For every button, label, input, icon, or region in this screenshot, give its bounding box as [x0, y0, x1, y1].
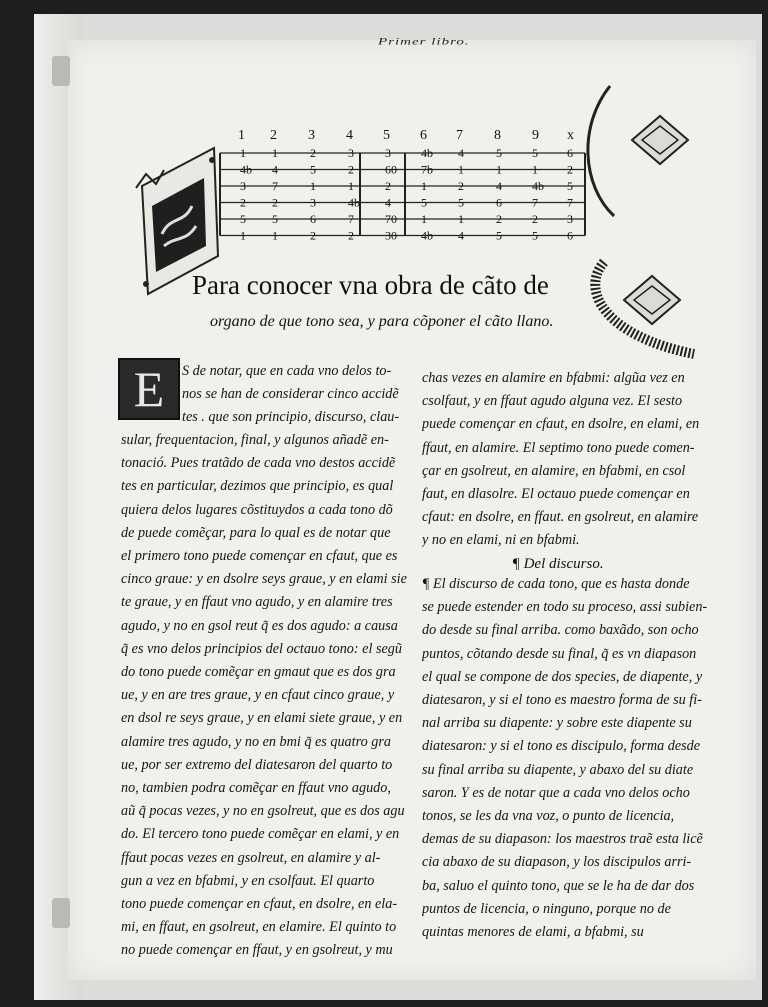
tab-cell: 5	[532, 146, 538, 160]
tab-cell: 2	[458, 179, 464, 193]
text-line: diatesaron, y si el tono es maestro forma de su fi-	[422, 692, 702, 709]
text-line: ¶ El discurso de cada tono, que es hasta donde	[422, 576, 690, 592]
column-number: 2	[270, 128, 277, 143]
section-subtitle: organo de que tono sea, y para cõponer el cãto llano.	[210, 313, 554, 330]
tab-cell: 4b	[421, 228, 433, 243]
tab-cell: 5	[421, 195, 427, 210]
tab-cell: 3	[385, 146, 391, 160]
tab-cell: 4	[458, 146, 464, 160]
tab-cell: 6	[567, 228, 573, 243]
text-line: saron. Y es de notar que a cada vno delos ocho	[422, 784, 690, 801]
text-line: tonació. Pues tratãdo de cada vno destos accidẽ	[121, 455, 396, 472]
tab-cell: 4b	[421, 146, 433, 160]
tab-cell: 7	[348, 212, 354, 226]
text-line: puntos de licencia, o ninguno, porque no de	[422, 900, 671, 917]
tab-cell: 5	[496, 146, 502, 160]
text-line: csolfaut, y en ffaut agudo alguna vez. El sesto	[422, 393, 683, 410]
tab-cell: 2	[310, 146, 316, 160]
text-line: nos se han de considerar cinco accidẽ	[182, 386, 399, 403]
column-number: x	[567, 128, 574, 143]
section-title: Para conocer vna obra de cãto de	[192, 270, 549, 300]
tab-cell: 5	[496, 228, 502, 243]
text-line: do tono puede comẽçar en gmaut que es dos gra	[121, 664, 396, 681]
text-line: diatesaron: y si el tono es discipulo, forma desde	[422, 738, 701, 755]
tab-cell: 4b	[240, 162, 252, 177]
tab-cell: 4	[385, 195, 391, 210]
tab-cell: 5	[272, 212, 278, 226]
tab-cell: 1	[348, 179, 354, 193]
tab-cell: 2	[532, 212, 538, 226]
tab-cell: 2	[385, 179, 391, 193]
decorated-initial: E	[118, 358, 180, 420]
tab-cell: 3	[348, 146, 354, 160]
tab-cell: 7	[567, 195, 573, 210]
text-line: su final arriba su diapente, y abaxo del su diate	[422, 761, 694, 778]
tab-cell: 2	[272, 195, 278, 210]
binder-clip-top	[52, 56, 70, 86]
tab-cell: 70	[385, 212, 397, 226]
tab-cell: 5	[310, 162, 316, 177]
running-title: Primer libro.	[378, 37, 470, 47]
tab-cell: 6	[310, 212, 316, 226]
text-line: y no en elami, ni en bfabmi.	[422, 532, 580, 549]
column-number: 6	[420, 128, 427, 143]
text-line: çar en gsolreut, en alamire, en bfabmi, en csol	[422, 462, 686, 479]
text-line: tonos, se les da vna voz, o punto de licencia,	[422, 808, 675, 825]
text-line: sular, frequentacion, final, y algunos añadẽ en-	[121, 432, 389, 448]
column-number: 1	[238, 128, 245, 143]
text-line: demas de su diapason: los maestros traẽ esta licẽ	[422, 831, 703, 848]
text-line: tes en particular, dezimos que principio, es qual	[121, 478, 394, 495]
tab-cell: 4	[272, 162, 278, 177]
column-number: 9	[532, 128, 539, 143]
text-line: puntos, cõtando desde su final, q̃ es vn diapason	[422, 645, 697, 662]
text-line: mi, en ffaut, en gsolreut, en elamire. El quinto to	[121, 919, 397, 936]
tab-cell: 6	[567, 146, 573, 160]
tab-cell: 2	[240, 195, 246, 210]
text-line: quintas menores de elami, a bfabmi, su	[422, 924, 644, 941]
text-line: alamire tres agudo, y no en bmi q̃ es quatro gra	[121, 733, 391, 750]
tab-cell: 2	[348, 228, 354, 243]
text-line: te graue, y en ffaut vno agudo, y en alamire tres	[121, 594, 393, 611]
tab-cell: 1	[458, 162, 464, 177]
column-number: 8	[494, 128, 501, 143]
text-line: no, tambien podra comẽçar en ffaut vno agudo,	[121, 780, 391, 797]
tab-cell: 6	[496, 195, 502, 210]
text-line: cia abaxo de su diapason, y los discipulos arri-	[422, 854, 692, 871]
text-line: cfaut: en dsolre, en ffaut. en gsolreut, en alamire	[422, 509, 699, 526]
tab-cell: 4	[496, 179, 502, 193]
text-line: el primero tono puede començar en cfaut, que es	[121, 548, 398, 565]
left-column-text	[121, 429, 411, 963]
tab-cell: 2	[310, 228, 316, 243]
tab-cell: 5	[532, 228, 538, 243]
text-line: cinco graue: y en dsolre seys graue, y en elami sie	[121, 571, 407, 588]
tab-cell: 1	[272, 146, 278, 160]
text-line: ue, y en are tres graue, y en cfaut cinco graue, y	[121, 687, 395, 704]
text-line: gun a vez en bfabmi, y en csolfaut. El quarto	[121, 872, 375, 889]
tab-cell: 5	[240, 212, 246, 226]
tab-cell: 1	[532, 162, 538, 177]
text-line: nal arriba su diapente: y sobre este diapente su	[422, 715, 692, 732]
text-line: se puede estender en todo su proceso, assi subien-	[422, 599, 708, 616]
text-line: no puede començar en ffaut, y en gsolreut, y mu	[121, 942, 393, 959]
text-line: de puede comẽçar, para lo qual es de notar que	[121, 524, 391, 541]
text-line: ffaut, en alamire. El septimo tono puede comen-	[422, 439, 695, 456]
tab-cell: 1	[496, 162, 502, 177]
text-line: el qual se compone de dos species, de diapente, y	[422, 668, 703, 685]
text-line: ffaut pocas vezes en gsolreut, en alamire y al-	[121, 849, 381, 866]
column-number: 5	[383, 128, 390, 143]
tab-cell: 1	[240, 228, 246, 243]
tab-cell: 4b	[348, 195, 360, 210]
tab-cell: 1	[458, 212, 464, 226]
tab-cell: 2	[496, 212, 502, 226]
text-line: en dsol re seys graue, y en elami siete graue, y en	[121, 710, 403, 727]
tab-cell: 3	[310, 195, 316, 210]
tab-cell: 7b	[421, 162, 433, 177]
text-line: agudo, y no en gsol reut q̃ es dos agudo: a causa	[121, 617, 398, 634]
text-line: do desde su final arriba. como baxãdo, son ocho	[422, 622, 699, 639]
text-line: S de notar, que en cada vno delos to-	[182, 363, 392, 379]
tab-cell: 60	[385, 162, 397, 177]
tab-cell: 3	[240, 179, 246, 193]
text-line: q̃ es vno delos principios del octauo tono: el segũ	[121, 640, 402, 657]
tab-cell: 7	[532, 195, 538, 210]
text-line: aũ q̃ pocas vezes, y no en gsolreut, que es dos agu	[121, 803, 405, 820]
tab-cell: 2	[348, 162, 354, 177]
ornament-right	[584, 66, 704, 366]
binder-clip-bottom	[52, 898, 70, 928]
text-line: ue, por ser extremo del diatesaron del quarto to	[121, 756, 393, 773]
tab-cell: 4	[458, 228, 464, 243]
text-line: chas vezes en alamire en bfabmi: algũa vez en	[422, 370, 685, 386]
tab-cell: 1	[240, 146, 246, 160]
column-number: 3	[308, 128, 315, 143]
tab-cell: 30	[385, 228, 397, 243]
tab-cell: 1	[421, 179, 427, 193]
text-line: tes . que son principio, discurso, clau-	[182, 409, 400, 426]
tab-cell: 4b	[532, 179, 544, 193]
text-line: ba, saluo el quinto tono, que se le ha de dar dos	[422, 877, 695, 894]
text-line: tono puede començar en cfaut, en dsolre, en ela-	[121, 896, 398, 913]
tab-cell: 2	[567, 162, 573, 177]
text-line: quiera delos lugares cõstituydos a cada tono dõ	[121, 501, 393, 518]
tab-cell: 1	[310, 179, 316, 193]
tab-cell: 3	[567, 212, 573, 226]
right-column-text-top	[422, 367, 714, 553]
right-column-text-bottom	[422, 573, 714, 944]
text-line: do. El tercero tono puede comẽçar en elami, y en	[121, 826, 400, 843]
column-number: 4	[346, 128, 353, 143]
text-line: faut, en dlasolre. El octauo puede començar en	[422, 486, 690, 503]
text-line: puede començar en cfaut, en dsolre, en elami, en	[422, 416, 700, 433]
tab-cell: 1	[421, 212, 427, 226]
column-number: 7	[456, 128, 463, 143]
left-column-drop-lines	[182, 360, 412, 430]
tab-cell: 5	[567, 179, 573, 193]
tab-cell: 5	[458, 195, 464, 210]
section-heading-discurso: ¶ Del discurso.	[512, 556, 604, 572]
tab-cell: 7	[272, 179, 278, 193]
tab-cell: 1	[272, 228, 278, 243]
